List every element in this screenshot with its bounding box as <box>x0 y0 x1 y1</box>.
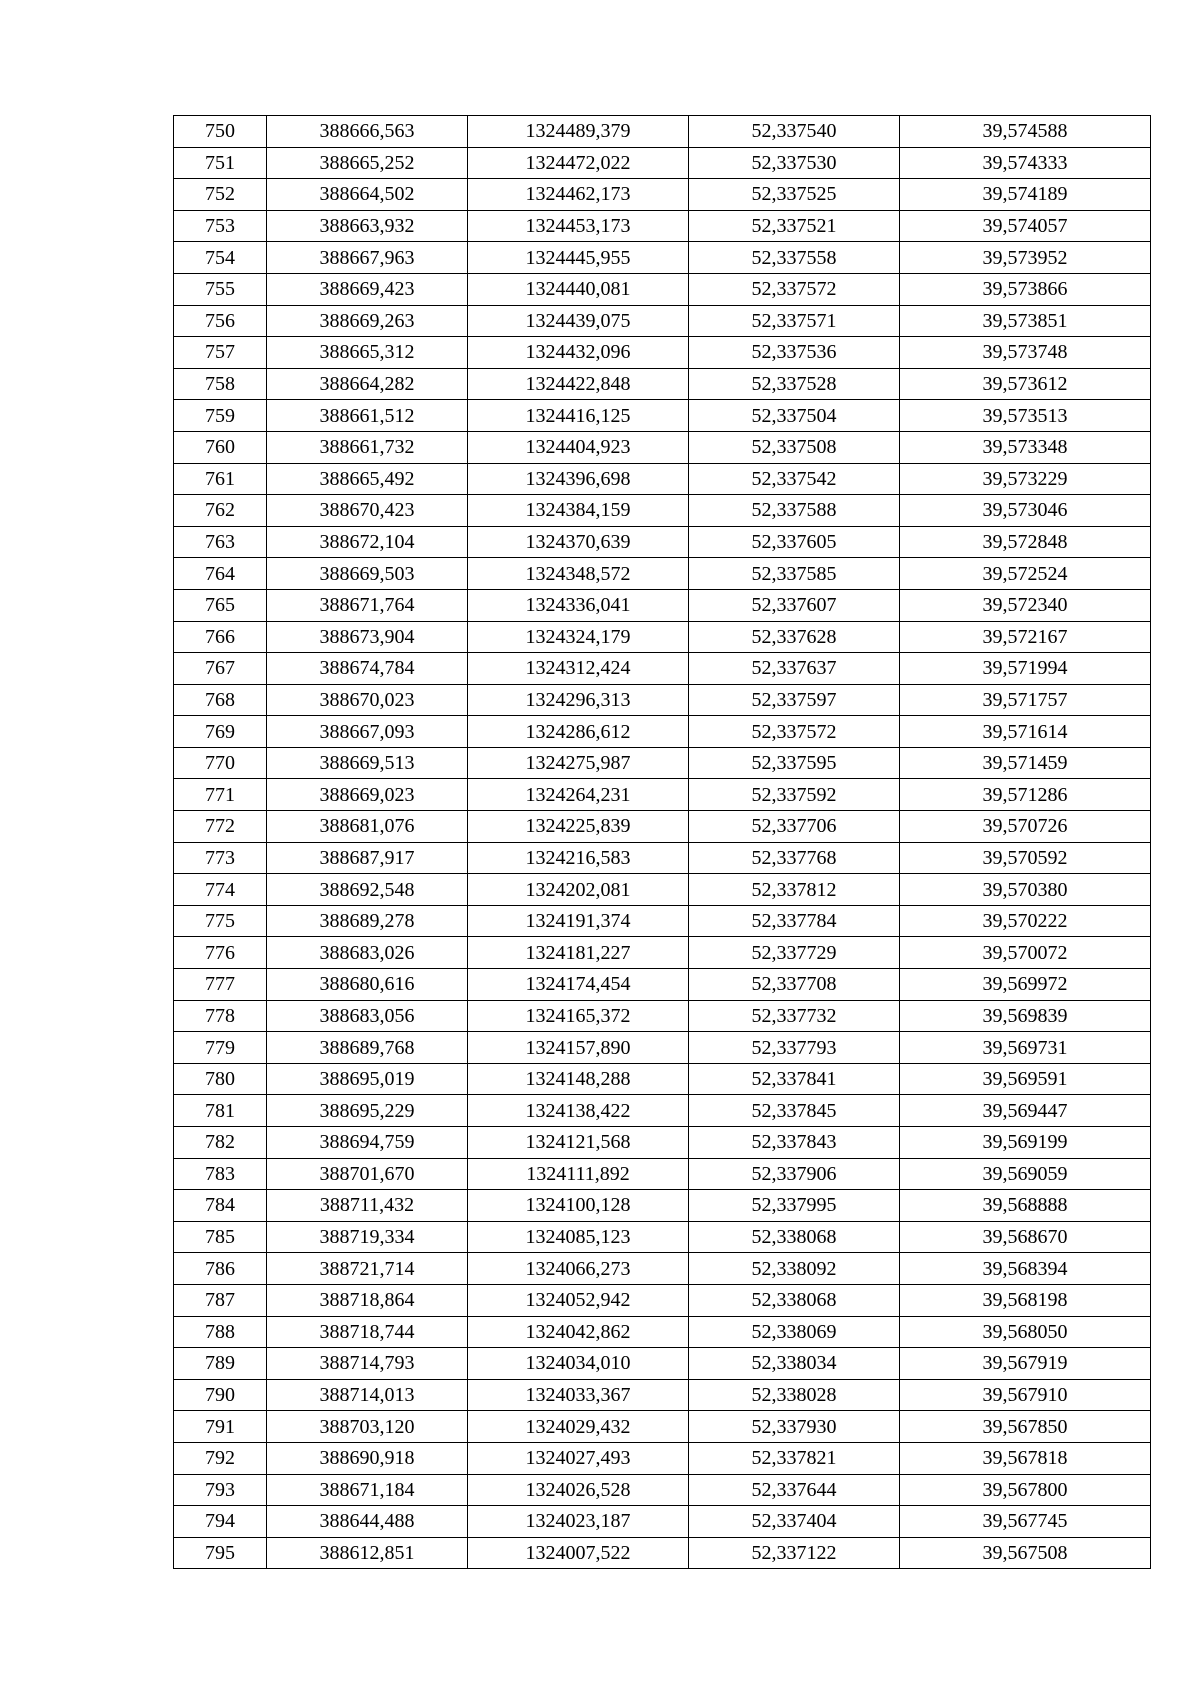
latitude-cell: 52,337821 <box>689 1442 900 1474</box>
y-coordinate-cell: 1324440,081 <box>468 273 689 305</box>
x-coordinate-cell: 388711,432 <box>267 1190 468 1222</box>
x-coordinate-cell: 388694,759 <box>267 1127 468 1159</box>
table-row <box>174 1474 1151 1506</box>
table-row <box>174 116 1151 148</box>
y-coordinate-cell: 1324453,173 <box>468 210 689 242</box>
y-coordinate-cell: 1324023,187 <box>468 1506 689 1538</box>
longitude-cell: 39,574588 <box>900 116 1151 148</box>
y-coordinate-cell: 1324324,179 <box>468 621 689 653</box>
y-coordinate-cell: 1324121,568 <box>468 1127 689 1159</box>
longitude-cell: 39,573748 <box>900 337 1151 369</box>
y-coordinate-cell: 1324138,422 <box>468 1095 689 1127</box>
longitude-cell: 39,573612 <box>900 368 1151 400</box>
y-coordinate-cell: 1324027,493 <box>468 1442 689 1474</box>
longitude-cell: 39,573348 <box>900 431 1151 463</box>
table-row <box>174 242 1151 274</box>
point-number-cell: 777 <box>174 969 267 1001</box>
longitude-cell: 39,572340 <box>900 589 1151 621</box>
latitude-cell: 52,337812 <box>689 874 900 906</box>
x-coordinate-cell: 388690,918 <box>267 1442 468 1474</box>
longitude-cell: 39,571614 <box>900 716 1151 748</box>
x-coordinate-cell: 388695,229 <box>267 1095 468 1127</box>
latitude-cell: 52,337597 <box>689 684 900 716</box>
x-coordinate-cell: 388719,334 <box>267 1221 468 1253</box>
longitude-cell: 39,568670 <box>900 1221 1151 1253</box>
latitude-cell: 52,337637 <box>689 653 900 685</box>
table-row <box>174 1253 1151 1285</box>
x-coordinate-cell: 388689,768 <box>267 1032 468 1064</box>
latitude-cell: 52,337768 <box>689 842 900 874</box>
y-coordinate-cell: 1324264,231 <box>468 779 689 811</box>
longitude-cell: 39,572167 <box>900 621 1151 653</box>
y-coordinate-cell: 1324100,128 <box>468 1190 689 1222</box>
latitude-cell: 52,337585 <box>689 558 900 590</box>
table-row <box>174 747 1151 779</box>
latitude-cell: 52,337841 <box>689 1063 900 1095</box>
coordinates-table <box>173 115 1151 1569</box>
x-coordinate-cell: 388695,019 <box>267 1063 468 1095</box>
longitude-cell: 39,568050 <box>900 1316 1151 1348</box>
latitude-cell: 52,337995 <box>689 1190 900 1222</box>
latitude-cell: 52,337706 <box>689 811 900 843</box>
y-coordinate-cell: 1324396,698 <box>468 463 689 495</box>
latitude-cell: 52,337525 <box>689 179 900 211</box>
longitude-cell: 39,572848 <box>900 526 1151 558</box>
y-coordinate-cell: 1324085,123 <box>468 1221 689 1253</box>
table-row <box>174 1316 1151 1348</box>
point-number-cell: 789 <box>174 1348 267 1380</box>
latitude-cell: 52,338069 <box>689 1316 900 1348</box>
longitude-cell: 39,567818 <box>900 1442 1151 1474</box>
x-coordinate-cell: 388612,851 <box>267 1537 468 1569</box>
point-number-cell: 792 <box>174 1442 267 1474</box>
latitude-cell: 52,337793 <box>689 1032 900 1064</box>
table-row <box>174 1537 1151 1569</box>
longitude-cell: 39,569972 <box>900 969 1151 1001</box>
point-number-cell: 752 <box>174 179 267 211</box>
x-coordinate-cell: 388665,492 <box>267 463 468 495</box>
point-number-cell: 775 <box>174 905 267 937</box>
longitude-cell: 39,569731 <box>900 1032 1151 1064</box>
y-coordinate-cell: 1324066,273 <box>468 1253 689 1285</box>
point-number-cell: 767 <box>174 653 267 685</box>
x-coordinate-cell: 388683,026 <box>267 937 468 969</box>
y-coordinate-cell: 1324111,892 <box>468 1158 689 1190</box>
latitude-cell: 52,337528 <box>689 368 900 400</box>
point-number-cell: 758 <box>174 368 267 400</box>
x-coordinate-cell: 388689,278 <box>267 905 468 937</box>
point-number-cell: 750 <box>174 116 267 148</box>
x-coordinate-cell: 388714,793 <box>267 1348 468 1380</box>
point-number-cell: 791 <box>174 1411 267 1443</box>
table-row <box>174 1284 1151 1316</box>
y-coordinate-cell: 1324348,572 <box>468 558 689 590</box>
x-coordinate-cell: 388714,013 <box>267 1379 468 1411</box>
x-coordinate-cell: 388664,502 <box>267 179 468 211</box>
point-number-cell: 761 <box>174 463 267 495</box>
latitude-cell: 52,337628 <box>689 621 900 653</box>
x-coordinate-cell: 388669,023 <box>267 779 468 811</box>
x-coordinate-cell: 388669,263 <box>267 305 468 337</box>
point-number-cell: 779 <box>174 1032 267 1064</box>
point-number-cell: 753 <box>174 210 267 242</box>
point-number-cell: 770 <box>174 747 267 779</box>
y-coordinate-cell: 1324034,010 <box>468 1348 689 1380</box>
point-number-cell: 785 <box>174 1221 267 1253</box>
table-row <box>174 526 1151 558</box>
x-coordinate-cell: 388674,784 <box>267 653 468 685</box>
latitude-cell: 52,337595 <box>689 747 900 779</box>
longitude-cell: 39,572524 <box>900 558 1151 590</box>
latitude-cell: 52,337504 <box>689 400 900 432</box>
point-number-cell: 768 <box>174 684 267 716</box>
longitude-cell: 39,570726 <box>900 811 1151 843</box>
x-coordinate-cell: 388718,744 <box>267 1316 468 1348</box>
y-coordinate-cell: 1324416,125 <box>468 400 689 432</box>
longitude-cell: 39,568888 <box>900 1190 1151 1222</box>
point-number-cell: 778 <box>174 1000 267 1032</box>
latitude-cell: 52,337845 <box>689 1095 900 1127</box>
coordinates-table-body <box>174 116 1151 1569</box>
longitude-cell: 39,574057 <box>900 210 1151 242</box>
x-coordinate-cell: 388672,104 <box>267 526 468 558</box>
latitude-cell: 52,337558 <box>689 242 900 274</box>
x-coordinate-cell: 388703,120 <box>267 1411 468 1443</box>
y-coordinate-cell: 1324191,374 <box>468 905 689 937</box>
table-row <box>174 653 1151 685</box>
x-coordinate-cell: 388669,423 <box>267 273 468 305</box>
latitude-cell: 52,337729 <box>689 937 900 969</box>
y-coordinate-cell: 1324157,890 <box>468 1032 689 1064</box>
x-coordinate-cell: 388663,932 <box>267 210 468 242</box>
y-coordinate-cell: 1324174,454 <box>468 969 689 1001</box>
x-coordinate-cell: 388680,616 <box>267 969 468 1001</box>
latitude-cell: 52,337521 <box>689 210 900 242</box>
longitude-cell: 39,568394 <box>900 1253 1151 1285</box>
point-number-cell: 795 <box>174 1537 267 1569</box>
table-row <box>174 273 1151 305</box>
latitude-cell: 52,338034 <box>689 1348 900 1380</box>
latitude-cell: 52,337732 <box>689 1000 900 1032</box>
longitude-cell: 39,574333 <box>900 147 1151 179</box>
point-number-cell: 771 <box>174 779 267 811</box>
point-number-cell: 762 <box>174 495 267 527</box>
y-coordinate-cell: 1324432,096 <box>468 337 689 369</box>
longitude-cell: 39,567919 <box>900 1348 1151 1380</box>
latitude-cell: 52,338068 <box>689 1284 900 1316</box>
x-coordinate-cell: 388683,056 <box>267 1000 468 1032</box>
x-coordinate-cell: 388669,503 <box>267 558 468 590</box>
y-coordinate-cell: 1324216,583 <box>468 842 689 874</box>
table-row <box>174 1411 1151 1443</box>
longitude-cell: 39,567910 <box>900 1379 1151 1411</box>
y-coordinate-cell: 1324275,987 <box>468 747 689 779</box>
longitude-cell: 39,567850 <box>900 1411 1151 1443</box>
table-row <box>174 842 1151 874</box>
table-row <box>174 147 1151 179</box>
y-coordinate-cell: 1324286,612 <box>468 716 689 748</box>
table-row <box>174 1348 1151 1380</box>
table-row <box>174 811 1151 843</box>
longitude-cell: 39,569839 <box>900 1000 1151 1032</box>
point-number-cell: 760 <box>174 431 267 463</box>
point-number-cell: 780 <box>174 1063 267 1095</box>
latitude-cell: 52,338068 <box>689 1221 900 1253</box>
latitude-cell: 52,337644 <box>689 1474 900 1506</box>
y-coordinate-cell: 1324489,379 <box>468 116 689 148</box>
x-coordinate-cell: 388661,732 <box>267 431 468 463</box>
y-coordinate-cell: 1324312,424 <box>468 653 689 685</box>
table-row <box>174 179 1151 211</box>
latitude-cell: 52,337530 <box>689 147 900 179</box>
y-coordinate-cell: 1324445,955 <box>468 242 689 274</box>
table-row <box>174 400 1151 432</box>
table-row <box>174 1379 1151 1411</box>
x-coordinate-cell: 388665,252 <box>267 147 468 179</box>
point-number-cell: 783 <box>174 1158 267 1190</box>
longitude-cell: 39,567745 <box>900 1506 1151 1538</box>
x-coordinate-cell: 388667,093 <box>267 716 468 748</box>
y-coordinate-cell: 1324026,528 <box>468 1474 689 1506</box>
y-coordinate-cell: 1324052,942 <box>468 1284 689 1316</box>
x-coordinate-cell: 388670,423 <box>267 495 468 527</box>
latitude-cell: 52,337843 <box>689 1127 900 1159</box>
longitude-cell: 39,573046 <box>900 495 1151 527</box>
latitude-cell: 52,337540 <box>689 116 900 148</box>
latitude-cell: 52,337542 <box>689 463 900 495</box>
longitude-cell: 39,569447 <box>900 1095 1151 1127</box>
table-row <box>174 368 1151 400</box>
table-row <box>174 305 1151 337</box>
longitude-cell: 39,571757 <box>900 684 1151 716</box>
point-number-cell: 751 <box>174 147 267 179</box>
table-row <box>174 1095 1151 1127</box>
longitude-cell: 39,567800 <box>900 1474 1151 1506</box>
latitude-cell: 52,337588 <box>689 495 900 527</box>
y-coordinate-cell: 1324336,041 <box>468 589 689 621</box>
x-coordinate-cell: 388644,488 <box>267 1506 468 1538</box>
point-number-cell: 793 <box>174 1474 267 1506</box>
table-row <box>174 1158 1151 1190</box>
longitude-cell: 39,573513 <box>900 400 1151 432</box>
table-row <box>174 210 1151 242</box>
table-row <box>174 905 1151 937</box>
point-number-cell: 755 <box>174 273 267 305</box>
y-coordinate-cell: 1324181,227 <box>468 937 689 969</box>
point-number-cell: 784 <box>174 1190 267 1222</box>
x-coordinate-cell: 388669,513 <box>267 747 468 779</box>
table-row <box>174 874 1151 906</box>
latitude-cell: 52,337404 <box>689 1506 900 1538</box>
table-row <box>174 463 1151 495</box>
y-coordinate-cell: 1324202,081 <box>468 874 689 906</box>
table-row <box>174 1221 1151 1253</box>
longitude-cell: 39,569059 <box>900 1158 1151 1190</box>
point-number-cell: 788 <box>174 1316 267 1348</box>
longitude-cell: 39,571459 <box>900 747 1151 779</box>
longitude-cell: 39,571994 <box>900 653 1151 685</box>
y-coordinate-cell: 1324007,522 <box>468 1537 689 1569</box>
x-coordinate-cell: 388701,670 <box>267 1158 468 1190</box>
point-number-cell: 773 <box>174 842 267 874</box>
latitude-cell: 52,337906 <box>689 1158 900 1190</box>
table-row <box>174 1032 1151 1064</box>
latitude-cell: 52,337930 <box>689 1411 900 1443</box>
y-coordinate-cell: 1324033,367 <box>468 1379 689 1411</box>
table-row <box>174 684 1151 716</box>
x-coordinate-cell: 388666,563 <box>267 116 468 148</box>
y-coordinate-cell: 1324029,432 <box>468 1411 689 1443</box>
point-number-cell: 757 <box>174 337 267 369</box>
table-row <box>174 1190 1151 1222</box>
latitude-cell: 52,337592 <box>689 779 900 811</box>
latitude-cell: 52,338092 <box>689 1253 900 1285</box>
longitude-cell: 39,569199 <box>900 1127 1151 1159</box>
latitude-cell: 52,338028 <box>689 1379 900 1411</box>
x-coordinate-cell: 388673,904 <box>267 621 468 653</box>
x-coordinate-cell: 388718,864 <box>267 1284 468 1316</box>
latitude-cell: 52,337571 <box>689 305 900 337</box>
point-number-cell: 772 <box>174 811 267 843</box>
point-number-cell: 769 <box>174 716 267 748</box>
table-row <box>174 589 1151 621</box>
x-coordinate-cell: 388670,023 <box>267 684 468 716</box>
table-row <box>174 716 1151 748</box>
table-row <box>174 937 1151 969</box>
y-coordinate-cell: 1324042,862 <box>468 1316 689 1348</box>
y-coordinate-cell: 1324296,313 <box>468 684 689 716</box>
table-row <box>174 558 1151 590</box>
point-number-cell: 790 <box>174 1379 267 1411</box>
point-number-cell: 781 <box>174 1095 267 1127</box>
y-coordinate-cell: 1324165,372 <box>468 1000 689 1032</box>
y-coordinate-cell: 1324462,173 <box>468 179 689 211</box>
table-row <box>174 1127 1151 1159</box>
x-coordinate-cell: 388687,917 <box>267 842 468 874</box>
y-coordinate-cell: 1324384,159 <box>468 495 689 527</box>
longitude-cell: 39,570380 <box>900 874 1151 906</box>
latitude-cell: 52,337708 <box>689 969 900 1001</box>
table-row <box>174 621 1151 653</box>
latitude-cell: 52,337572 <box>689 716 900 748</box>
latitude-cell: 52,337605 <box>689 526 900 558</box>
table-row <box>174 1063 1151 1095</box>
point-number-cell: 754 <box>174 242 267 274</box>
table-row <box>174 969 1151 1001</box>
point-number-cell: 782 <box>174 1127 267 1159</box>
x-coordinate-cell: 388671,184 <box>267 1474 468 1506</box>
point-number-cell: 774 <box>174 874 267 906</box>
x-coordinate-cell: 388671,764 <box>267 589 468 621</box>
y-coordinate-cell: 1324439,075 <box>468 305 689 337</box>
point-number-cell: 763 <box>174 526 267 558</box>
x-coordinate-cell: 388681,076 <box>267 811 468 843</box>
longitude-cell: 39,574189 <box>900 179 1151 211</box>
point-number-cell: 794 <box>174 1506 267 1538</box>
table-row <box>174 337 1151 369</box>
table-row <box>174 779 1151 811</box>
y-coordinate-cell: 1324422,848 <box>468 368 689 400</box>
latitude-cell: 52,337508 <box>689 431 900 463</box>
point-number-cell: 756 <box>174 305 267 337</box>
longitude-cell: 39,570592 <box>900 842 1151 874</box>
longitude-cell: 39,573952 <box>900 242 1151 274</box>
longitude-cell: 39,573866 <box>900 273 1151 305</box>
latitude-cell: 52,337572 <box>689 273 900 305</box>
x-coordinate-cell: 388661,512 <box>267 400 468 432</box>
latitude-cell: 52,337122 <box>689 1537 900 1569</box>
latitude-cell: 52,337784 <box>689 905 900 937</box>
y-coordinate-cell: 1324225,839 <box>468 811 689 843</box>
point-number-cell: 787 <box>174 1284 267 1316</box>
table-row <box>174 1442 1151 1474</box>
point-number-cell: 759 <box>174 400 267 432</box>
x-coordinate-cell: 388667,963 <box>267 242 468 274</box>
y-coordinate-cell: 1324148,288 <box>468 1063 689 1095</box>
y-coordinate-cell: 1324472,022 <box>468 147 689 179</box>
point-number-cell: 766 <box>174 621 267 653</box>
longitude-cell: 39,571286 <box>900 779 1151 811</box>
point-number-cell: 764 <box>174 558 267 590</box>
x-coordinate-cell: 388721,714 <box>267 1253 468 1285</box>
latitude-cell: 52,337536 <box>689 337 900 369</box>
longitude-cell: 39,570222 <box>900 905 1151 937</box>
longitude-cell: 39,568198 <box>900 1284 1151 1316</box>
table-row <box>174 1000 1151 1032</box>
x-coordinate-cell: 388664,282 <box>267 368 468 400</box>
longitude-cell: 39,573229 <box>900 463 1151 495</box>
longitude-cell: 39,573851 <box>900 305 1151 337</box>
x-coordinate-cell: 388665,312 <box>267 337 468 369</box>
table-row <box>174 431 1151 463</box>
point-number-cell: 776 <box>174 937 267 969</box>
latitude-cell: 52,337607 <box>689 589 900 621</box>
y-coordinate-cell: 1324404,923 <box>468 431 689 463</box>
y-coordinate-cell: 1324370,639 <box>468 526 689 558</box>
x-coordinate-cell: 388692,548 <box>267 874 468 906</box>
longitude-cell: 39,567508 <box>900 1537 1151 1569</box>
point-number-cell: 765 <box>174 589 267 621</box>
longitude-cell: 39,570072 <box>900 937 1151 969</box>
table-row <box>174 495 1151 527</box>
table-row <box>174 1506 1151 1538</box>
point-number-cell: 786 <box>174 1253 267 1285</box>
longitude-cell: 39,569591 <box>900 1063 1151 1095</box>
